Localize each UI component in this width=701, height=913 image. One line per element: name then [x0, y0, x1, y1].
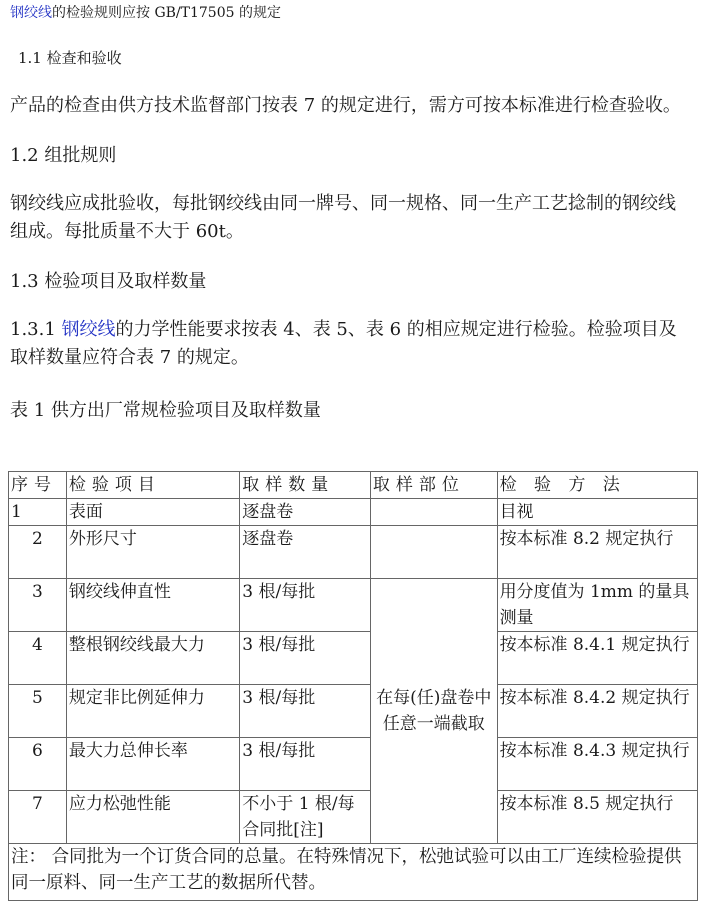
cell-no: 2: [9, 526, 67, 579]
section-1-3-1-link[interactable]: 钢绞线: [61, 319, 116, 340]
cell-item: 钢绞线伸直性: [66, 579, 239, 632]
cell-no: 3: [9, 579, 67, 632]
table-caption: 表 1 供方出厂常规检验项目及取样数量: [10, 400, 321, 421]
cell-qty: 3 根/每批: [240, 632, 371, 685]
doc-title: [10, 4, 691, 22]
cell-no: 5: [9, 685, 67, 738]
header-method: 检 验 方 法: [497, 472, 697, 499]
cell-item: 最大力总伸长率: [66, 738, 239, 791]
title-rest: 的检验规则应按 GB/T17505 的规定: [52, 5, 281, 21]
table-row: [9, 738, 698, 791]
table-row: [9, 791, 698, 844]
section-1-2-heading: 1.2 组批规则: [10, 145, 117, 166]
table-row: [9, 579, 698, 632]
cell-method: 按本标准 8.5 规定执行: [497, 791, 697, 844]
cell-item: 整根钢绞线最大力: [66, 632, 239, 685]
section-1-3-1-text: [10, 316, 691, 372]
cell-no: 1: [9, 499, 67, 526]
cell-method: 按本标准 8.2 规定执行: [497, 526, 697, 579]
cell-location-merged: 在每(任)盘卷中任意一端截取: [370, 579, 497, 844]
cell-location: [370, 499, 497, 526]
table-row: [9, 499, 698, 526]
section-1-1-heading: 1.1 检查和验收: [18, 49, 122, 67]
cell-qty: 逐盘卷: [240, 499, 371, 526]
cell-no: 4: [9, 632, 67, 685]
section-1-1-text: 产品的检查由供方技术监督部门按表 7 的规定进行，需方可按本标准进行检查验收。: [10, 95, 681, 116]
cell-qty: 逐盘卷: [240, 526, 371, 579]
table-header-row: [9, 472, 698, 499]
cell-qty: 3 根/每批: [240, 685, 371, 738]
cell-method: 按本标准 8.4.3 规定执行: [497, 738, 697, 791]
table-note-row: [9, 844, 698, 901]
table-row: [9, 632, 698, 685]
inspection-table: [8, 471, 698, 901]
section-1-3-1-number: 1.3.1: [10, 319, 62, 340]
title-link[interactable]: 钢绞线: [10, 5, 52, 21]
table-note: 注： 合同批为一个订货合同的总量。在特殊情况下，松弛试验可以由工厂连续检验提供同一原料、同一生产工艺的数据所代替。: [9, 844, 698, 901]
header-item: 检验项目: [66, 472, 239, 499]
document-page: [0, 4, 701, 424]
cell-no: 7: [9, 791, 67, 844]
cell-item: 表面: [66, 499, 239, 526]
table-row: [9, 685, 698, 738]
header-no: 序号: [9, 472, 67, 499]
cell-method: 按本标准 8.4.2 规定执行: [497, 685, 697, 738]
cell-qty: 不小于 1 根/每合同批[注]: [240, 791, 371, 844]
header-qty: 取样数量: [240, 472, 371, 499]
cell-method: 用分度值为 1mm 的量具测量: [497, 579, 697, 632]
cell-no: 6: [9, 738, 67, 791]
cell-item: 规定非比例延伸力: [66, 685, 239, 738]
table-row: [9, 526, 698, 579]
cell-location: [370, 526, 497, 579]
header-location: 取样部位: [370, 472, 497, 499]
cell-qty: 3 根/每批: [240, 738, 371, 791]
cell-item: 应力松弛性能: [66, 791, 239, 844]
cell-qty: 3 根/每批: [240, 579, 371, 632]
section-1-2-text: 钢绞线应成批验收，每批钢绞线由同一牌号、同一规格、同一生产工艺捻制的钢绞线组成。每批质量不大于 60t。: [10, 193, 676, 242]
section-1-3-1-rest: 的力学性能要求按表 4、表 5、表 6 的相应规定进行检验。检验项目及取样数量应符合表 7 的规定。: [10, 319, 677, 368]
cell-method: 目视: [497, 499, 697, 526]
cell-item: 外形尺寸: [66, 526, 239, 579]
section-1-3-heading: 1.3 检验项目及取样数量: [10, 271, 207, 292]
cell-method: 按本标准 8.4.1 规定执行: [497, 632, 697, 685]
